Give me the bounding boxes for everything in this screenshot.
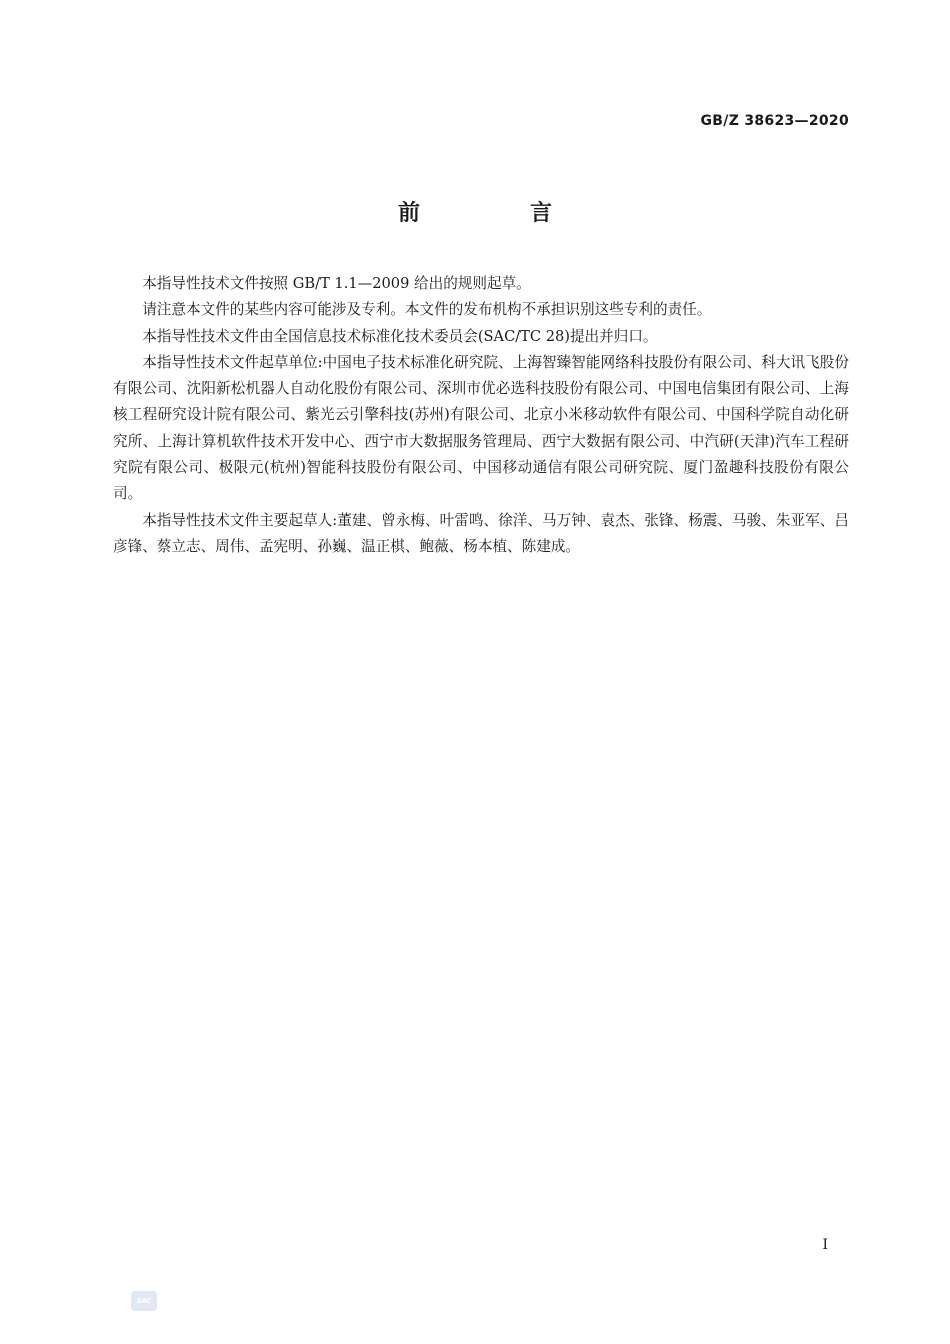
paragraph-patent-notice: 请注意本文件的某些内容可能涉及专利。本文件的发布机构不承担识别这些专利的责任。 [142, 301, 712, 319]
paragraph-drafters: 本指导性技术文件主要起草人:董建、曾永梅、叶雷鸣、徐洋、马万钟、袁杰、张锋、杨震、马骏、朱亚军、吕彦锋、蔡立志、周伟、孟宪明、孙巍、温正棋、鲍薇、杨本植、陈建成。 [113, 511, 849, 555]
foreword-body [113, 271, 849, 560]
paragraph-proposer: 本指导性技术文件由全国信息技术标准化技术委员会(SAC/TC 28)提出并归口。 [142, 327, 658, 345]
page-title: 前 言 [397, 201, 596, 226]
paragraph-drafting-rules: 本指导性技术文件按照 GB/T 1.1—2009 给出的规则起草。 [142, 275, 531, 292]
page-number: I [822, 1237, 828, 1253]
paragraph-drafting-units: 本指导性技术文件起草单位:中国电子技术标准化研究院、上海智臻智能网络科技股份有限公司、科大讯飞股份有限公司、沈阳新松机器人自动化股份有限公司、深圳市优必选科技股份有限公司、中国电信集团有限公司、上海核工程研究设计院有限公司、紫光云引擎科技(苏州)有限公司、北京小米移动软件有限公司、中国科学院自动化研究所、上海计算机软件技术开发中心、西宁市大数据服务管理局、西宁大数据有限公司、中汽研(天津)汽车工程研究院有限公司、极限元(杭州)智能科技股份有限公司、中国移动通信有限公司研究院、厦门盈趣科技股份有限公司。 [113, 353, 849, 503]
logo-text: SAC [136, 1297, 152, 1305]
standard-number: GB/Z 38623—2020 [700, 113, 849, 129]
sac-logo-icon [131, 1291, 157, 1311]
